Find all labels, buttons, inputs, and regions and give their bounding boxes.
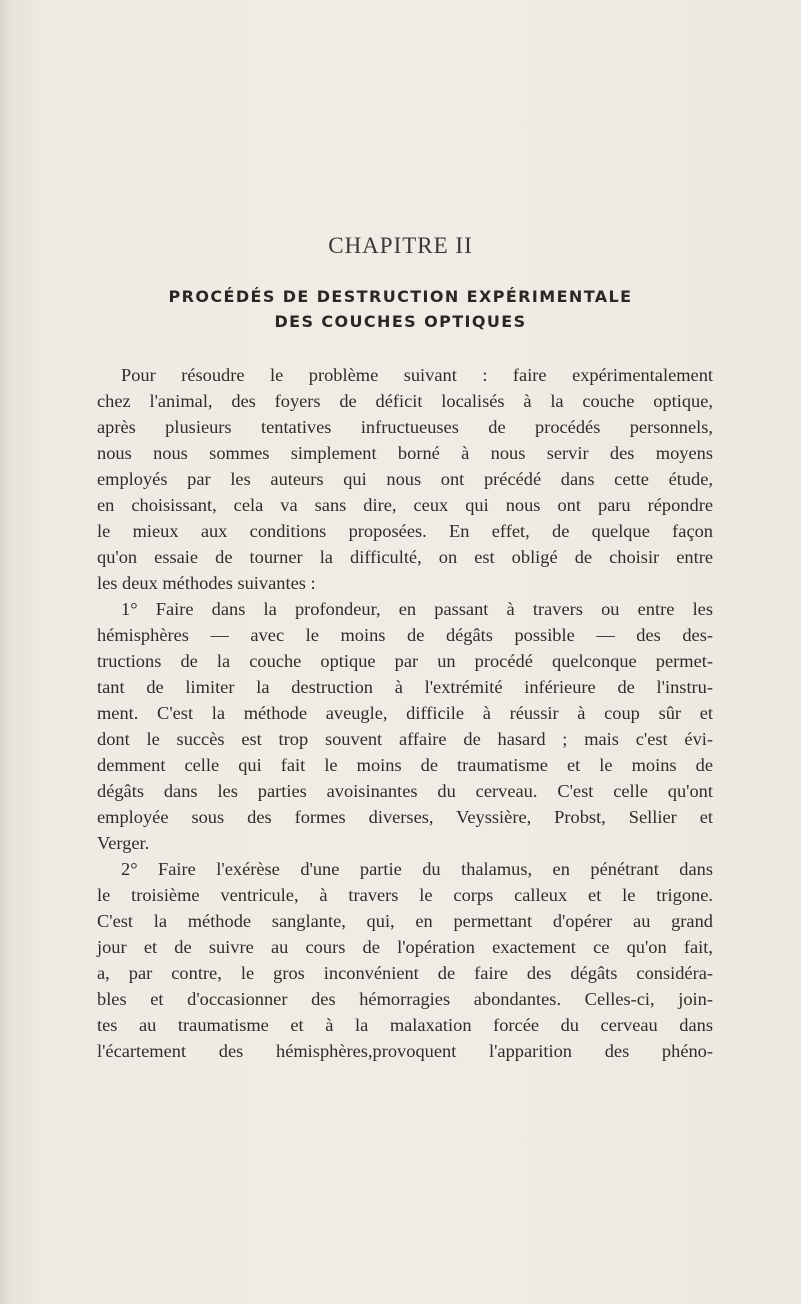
text-line: Verger. <box>97 833 150 853</box>
text-line: C'est la méthode sanglante, qui, en permettant d'opérer au grand <box>97 911 713 931</box>
chapter-heading: CHAPITRE II <box>328 233 473 258</box>
text-line: chez l'animal, des foyers de déficit localisés à la couche optique, <box>97 391 713 411</box>
text-line: a, par contre, le gros inconvénient de faire des dégâts considéra- <box>97 963 713 983</box>
text-line: nous nous sommes simplement borné à nous servir des moyens <box>97 443 713 463</box>
text-line: jour et de suivre au cours de l'opération exactement ce qu'on fait, <box>97 937 713 957</box>
text-line: employée sous des formes diverses, Veyssière, Probst, Sellier et <box>97 807 713 827</box>
text-line: le mieux aux conditions proposées. En effet, de quelque façon <box>97 521 713 541</box>
text-line: après plusieurs tentatives infructueuses de procédés personnels, <box>97 417 713 437</box>
text-line: tes au traumatisme et à la malaxation forcée du cerveau dans <box>97 1015 713 1035</box>
page-edge-shadow <box>0 0 10 1304</box>
text-line: tant de limiter la destruction à l'extrémité inférieure de l'instru- <box>97 677 713 697</box>
text-line: dégâts dans les parties avoisinantes du cerveau. C'est celle qu'ont <box>97 781 713 801</box>
body-text <box>97 362 713 1064</box>
text-line: ment. C'est la méthode aveugle, difficile à réussir à coup sûr et <box>97 703 713 723</box>
text-line: 1° Faire dans la profondeur, en passant à travers ou entre les <box>121 599 713 619</box>
text-line: 2° Faire l'exérèse d'une partie du thalamus, en pénétrant dans <box>121 859 713 879</box>
text-line: demment celle qui fait le moins de traumatisme et le moins de <box>97 755 713 775</box>
text-line: bles et d'occasionner des hémorragies abondantes. Celles-ci, join- <box>97 989 713 1009</box>
text-line: tructions de la couche optique par un procédé quelconque permet- <box>97 651 713 671</box>
text-line: l'écartement des hémisphères,provoquent l'apparition des phéno- <box>97 1041 713 1061</box>
text-line: qu'on essaie de tourner la difficulté, on est obligé de choisir entre <box>97 547 713 567</box>
text-line: hémisphères — avec le moins de dégâts possible — des des- <box>97 625 713 645</box>
section-title-line-2: DES COUCHES OPTIQUES <box>274 312 527 331</box>
text-line: en choisissant, cela va sans dire, ceux qui nous ont paru répondre <box>97 495 713 515</box>
text-line: le troisième ventricule, à travers le corps calleux et le trigone. <box>97 885 713 905</box>
section-title-line-1: PROCÉDÉS DE DESTRUCTION EXPÉRIMENTALE <box>168 287 633 306</box>
text-line: dont le succès est trop souvent affaire de hasard ; mais c'est évi- <box>97 729 713 749</box>
text-line: employés par les auteurs qui nous ont précédé dans cette étude, <box>97 469 713 489</box>
text-line: Pour résoudre le problème suivant : faire expérimentalement <box>121 365 713 385</box>
text-line: les deux méthodes suivantes : <box>97 573 316 593</box>
